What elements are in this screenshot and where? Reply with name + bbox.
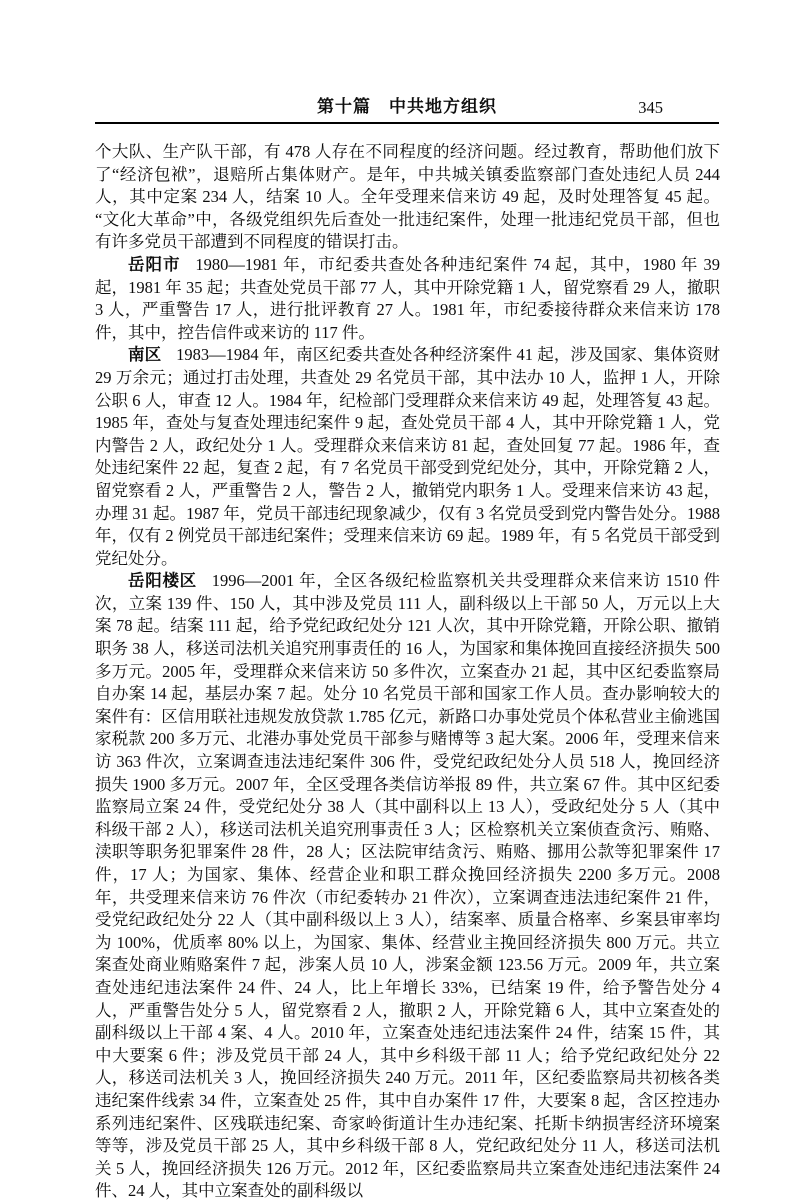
page-number: 345 xyxy=(638,98,663,117)
paragraph-text: 个大队、生产队干部，有 478 人存在不同程度的经济问题。经过教育，帮助他们放下了“经济包袱”，退赔所占集体财产。是年，中共城关镇委监察部门查处违纪人员 244 人，其中定案 234 人，结案 10 人。全年受理来信来访 49 起，及时处理答复 45 起。“文化大革命”中，各级党组织先后查处一批违纪案件，处理一批违纪党员干部，但也有许多党员干部遭到不同程度的错误打击。 xyxy=(95,142,721,252)
paragraph-lead: 岳阳市 xyxy=(128,255,181,274)
paragraph xyxy=(95,344,720,570)
paragraph-lead: 岳阳楼区 xyxy=(128,572,197,591)
paragraph xyxy=(95,570,720,1203)
paragraph-text: 1996—2001 年，全区各级纪检监察机关共受理群众来信来访 1510 件次，立案 139 件、150 人，其中涉及党员 111 人，副科级以上干部 50 人，万元以上大案 78 起。结案 111 起，给予党纪政纪处分 121 人次，其中开除党籍，开除公职、撤销职务 38 人，移送司法机关追究刑事责任的 16 人，为国家和集体挽回直接经济损失 500 多万元。2005 年，受理群众来信来访 50 多件次，立案查办 21 起，其中区纪委监察局自办案 14 起，基层办案 7 起。处分 10 名党员干部和国家工作人员。查办影响较大的案件有：区信用联社违规发放贷款 1.785 亿元，新路口办事处党员个体私营业主偷逃国家税款 200 多万元、北港办事处党员干部参与赌博等 3 起大案。2006 年，受理来信来访 363 件次，立案调查违法违纪案件 306 件，受党纪政纪处分人员 518 人，挽回经济损失 1900 多万元。2007 年，全区受理各类信访举报 89 件，共立案 67 件。其中区纪委监察局立案 24 件，受党纪处分 38 人（其中副科以上 13 人），受政纪处分 5 人（其中科级干部 2 人），移送司法机关追究刑事责任 3 人；区检察机关立案侦查贪污、贿赂、渎职等职务犯罪案件 28 件，28 人；区法院审结贪污、贿赂、挪用公款等犯罪案件 17 件，17 人；为国家、集体、经营企业和职工群众挽回经济损失 2200 多万元。2008 年，共受理来信来访 76 件次（市纪委转办 21 件次），立案调查违法违纪案件 21 件，受党纪政纪处分 22 人（其中副科级以上 3 人），结案率、质量合格率、乡案县审率均为 100%，优质率 80% 以上，为国家、集体、经营业主挽回经济损失 800 万元。共立案查处商业贿赂案件 7 起，涉案人员 10 人，涉案金额 123.56 万元。2009 年，共立案查处违纪违法案件 24 件、24 人，比上年增长 33%，已结案 19 件，给予警告处分 4 人，严重警告处分 5 人，留党察看 2 人，撤职 2 人，开除党籍 6 人，其中立案查处的副科级以上干部 4 案、4 人。2010 年，立案查处违纪违法案件 24 件，结案 15 件，其中大要案 6 件；涉及党员干部 24 人，其中乡科级干部 11 人；给予党纪政纪处分 22 人，移送司法机关 3 人，挽回经济损失 240 万元。2011 年，区纪委监察局共初核各类违纪案件线索 34 件，立案查处 25 件，其中自办案件 17 件，大要案 8 起，含区控违办系列违纪案件、区残联违纪案、奇家岭街道计生办违纪案、托斯卡纳损害经济环境案等等，涉及党员干部 25 人，其中乡科级干部 8 人，党纪政纪处分 11 人，移送司法机关 5 人，挽回经济损失 126 万元。2012 年，区纪委监察局共立案查处违纪违法案件 24 件、24 人，其中立案查处的副科级以 xyxy=(95,571,721,1201)
paragraph-text: 1980—1981 年，市纪委共查处各种违纪案件 74 起，其中，1980 年 39 起，1981 年 35 起；共查处党员干部 77 人，其中开除党籍 1 人，留党察看 29 人，撤职 3 人，严重警告 17 人，进行批评教育 27 人。1981 年，市纪委接待群众来信来访 178 件，其中，控告信件或来访的 117 件。 xyxy=(95,254,721,342)
section-title: 第十篇 中共地方组织 xyxy=(317,97,497,116)
header-rule xyxy=(95,122,719,124)
paragraph-lead: 南区 xyxy=(128,346,162,365)
page-header xyxy=(95,95,719,119)
paragraph xyxy=(95,254,720,344)
page-body xyxy=(95,141,720,1203)
paragraph xyxy=(95,141,720,254)
paragraph-text: 1983—1984 年，南区纪委共查处各种经济案件 41 起，涉及国家、集体资财 29 万余元；通过打击处理，共查处 29 名党员干部，其中法办 10 人，监押 1 人，开除公职 6 人，审查 12 人。1984 年，纪检部门受理群众来信来访 49 起，处理答复 43 起。1985 年，查处与复查处理违纪案件 9 起，查处党员干部 4 人，其中开除党籍 1 人，党内警告 2 人，政纪处分 1 人。受理群众来信来访 81 起，查处回复 77 起。1986 年，查处违纪案件 22 起，复查 2 起，有 7 名党员干部受到党纪处分，其中，开除党籍 2 人，留党察看 2 人，严重警告 2 人，警告 2 人，撤销党内职务 1 人。受理来信来访 43 起，办理 31 起。1987 年，党员干部违纪现象减少，仅有 3 名党员受到党内警告处分。1988 年，仅有 2 例党员干部违纪案件；受理来信来访 69 起。1989 年，有 5 名党员干部受到党纪处分。 xyxy=(95,345,721,568)
